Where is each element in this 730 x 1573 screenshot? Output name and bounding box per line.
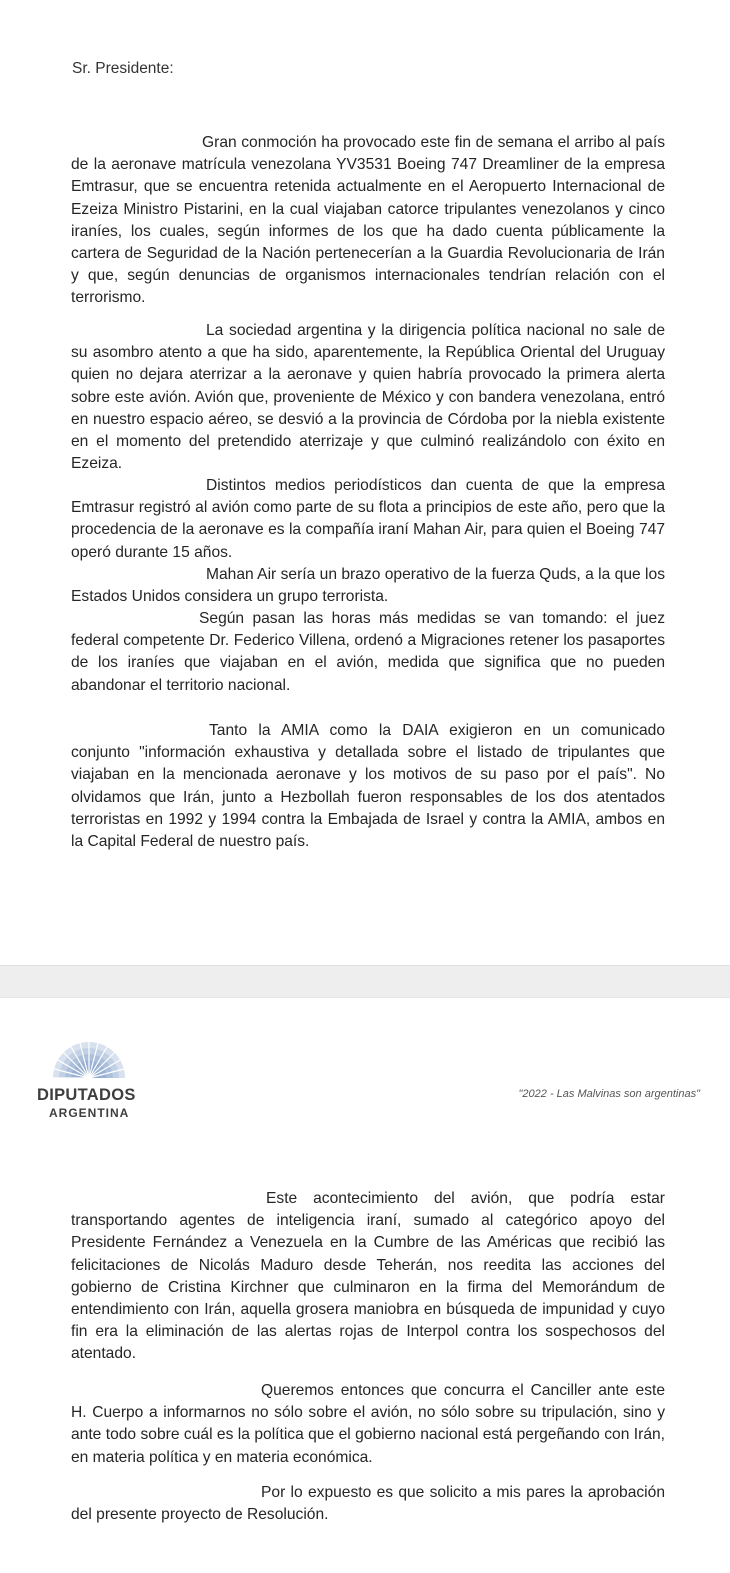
paragraph-4: Mahan Air sería un brazo operativo de la fuerza Quds, a la que los Estados Unidos considera un grupo terrorista. bbox=[71, 566, 665, 606]
paragraph-1: Gran conmoción ha provocado este fin de semana el arribo al país de la aeronave matrícula venezolana YV3531 Boeing 747 Dreamliner de la empresa Emtrasur, que se encuentra retenida actualmente en el Aeropuerto Internacional de Ezeiza Ministro Pistarini, en la cual viajaban catorce tripulantes venezolanos y cinco iraníes, los cuales, según informes de los que ha dado cuenta públicamente la cartera de Seguridad de la Nación pertenecerían a la Guardia Revolucionaria de Irán y que, según denuncias de organismos internacionales tendrían relación con el terrorismo. bbox=[71, 134, 665, 307]
paragraph-3: Distintos medios periodísticos dan cuenta de que la empresa Emtrasur registró al avión como parte de su flota a principios de este año, pero que la procedencia de la aeronave es la compañía iraní Mahan Air, para quien el Boeing 747 operó durante 15 años. bbox=[71, 477, 665, 561]
brand-country: ARGENTINA bbox=[49, 1106, 130, 1120]
page-separator bbox=[0, 965, 730, 998]
header-motto: "2022 - Las Malvinas son argentinas" bbox=[518, 1088, 700, 1100]
paragraph-2: La sociedad argentina y la dirigencia política nacional no sale de su asombro atento a que ha sido, aparentemente, la República Oriental del Uruguay quien no dejara aterrizar a la aeronave y quien habría provocado la primera alerta sobre este avión. Avión que, proveniente de México y con bandera venezolana, entró en nuestro espacio aéreo, se desvió a la provincia de Córdoba por la niebla existente en el momento del pretendido aterrizaje y que culminó realizándolo con éxito en Ezeiza. bbox=[71, 322, 665, 473]
paragraph-6: Tanto la AMIA como la DAIA exigieron en un comunicado conjunto "información exhaustiva y detallada sobre el listado de tripulantes que viajaban en la mencionada aeronave y los motivos de su paso por el país". No olvidamos que Irán, junto a Hezbollah fueron responsables de los dos atentados terroristas en 1992 y 1994 contra la Embajada de Israel y contra la AMIA, ambos en la Capital Federal de nuestro país. bbox=[71, 722, 665, 851]
paragraph-5: Según pasan las horas más medidas se van tomando: el juez federal competente Dr. Federico Villena, ordenó a Migraciones retener los pasaportes de los iraníes que viajaban en el avión, medida que significa que no pueden abandonar el territorio nacional. bbox=[71, 610, 665, 694]
paragraph-8: Queremos entonces que concurra el Canciller ante este H. Cuerpo a informarnos no sólo sobre el avión, no sólo sobre su tripulación, sino y ante todo sobre cuál es la política que el gobierno nacional está pergeñando con Irán, en materia política y en materia económica. bbox=[71, 1382, 665, 1466]
brand-name: DIPUTADOS bbox=[37, 1086, 136, 1104]
document-page-2 bbox=[0, 998, 730, 1573]
paragraph-7: Este acontecimiento del avión, que podría estar transportando agentes de inteligencia iraní, sumado al categórico apoyo del Presidente Fernández a Venezuela en la Cumbre de las Américas que recibió las felicitaciones de Nicolás Maduro desde Teherán, nos reedita las acciones del gobierno de Cristina Kirchner que culminaron en la firma del Memorándum de entendimiento con Irán, aquella grosera maniobra en búsqueda de impunidad y cuyo fin era la eliminación de las alertas rojas de Interpol contra los sospechosos del atentado. bbox=[71, 1190, 665, 1363]
congress-dome-icon bbox=[49, 1038, 129, 1082]
salutation: Sr. Presidente: bbox=[72, 60, 174, 77]
paragraph-9: Por lo expuesto es que solicito a mis pares la aprobación del presente proyecto de Resolución. bbox=[71, 1484, 665, 1524]
